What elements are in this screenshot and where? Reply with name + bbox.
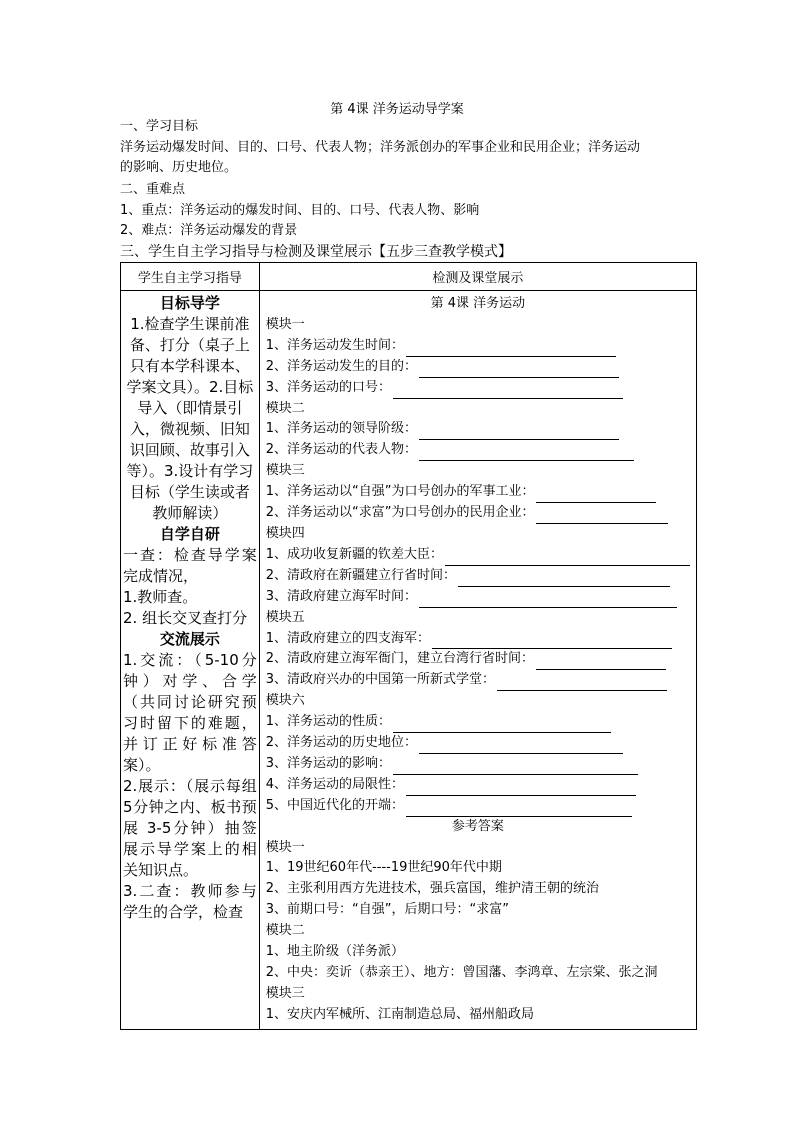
answer-line: 1、安庆内军械所、江南制造总局、福州船政局 [265,1006,534,1022]
question: 2、洋务运动发生的目的： [266,357,690,378]
right-column [259,291,696,1030]
self-study-teacher: 1.教师查。 [123,588,198,606]
question: 1、洋务运动的领导阶级： [266,419,690,440]
self-study-check: 一查：检查导学案完成情况， [123,546,257,585]
answer-blank[interactable] [432,634,672,649]
answer-module-1-label: 模块一 [265,839,305,855]
question: 2、清政府建立海军衙门，建立台湾行省时间： [266,649,690,670]
exchange-text: 1.交流：（5-10分钟）对学、合学（共同讨论研究预习时留下的难题，并订正好标准答案）。 [123,651,257,774]
self-study-leader: 2. 组长交叉查打分 [123,609,248,627]
answer-line: 1、地主阶级（洋务派） [265,944,404,960]
answer-module-3-label: 模块三 [265,985,305,1001]
answer-blank[interactable] [419,739,623,754]
answer-blank[interactable] [393,718,611,733]
answer-line: 2、主张利用西方先进技术，强兵富国，维护清王朝的统治 [265,881,599,897]
question: 1、洋务运动的性质： [266,712,690,733]
answer-line: 2、中央：奕䜣（恭亲王）、地方：曾国藩、李鸿章、左宗棠、张之洞 [265,965,658,980]
answer-module-2-label: 模块二 [265,923,305,939]
module-4-label: 模块四 [265,525,305,541]
header-check-display: 检测及课堂展示 [259,263,696,291]
question: 3、清政府兴办的中国第一所新式学堂： [266,670,690,691]
answer-blank[interactable] [419,425,619,440]
section-heading-key-points: 二、重难点 [120,182,186,197]
goal-line-2: 的影响、历史地位。 [120,160,238,175]
question: 1、清政府建立的四支海军： [266,629,690,650]
answer-blank[interactable] [445,551,690,566]
heading-exchange: 交流展示 [159,630,220,648]
question: 4、洋务运动的局限性： [266,775,690,796]
answer-blank[interactable] [406,781,636,796]
question: 3、洋务运动的口号： [266,378,690,399]
answer-blank[interactable] [406,342,616,357]
key-point-2: 2、难点：洋务运动爆发的背景 [120,223,298,238]
left-column [121,291,260,1030]
module-1-label: 模块一 [265,316,305,332]
goal-guide-text: 1.检查学生课前准备、打分（桌子上只有本学科课本、学案文具）。2.目标导入（即情景引入，微视频、旧知识回顾、故事引入等）。3.设计有学习目标（学生读或者教师解读） [126,315,254,522]
question: 1、成功收复新疆的钦差大臣： [266,545,690,566]
table-header-row [121,263,697,291]
answer-blank[interactable] [536,655,666,670]
question: 1、洋务运动发生时间： [266,336,690,357]
second-check-text: 3.二查：教师参与学生的合学，检查 [123,882,257,921]
section-heading-guidance: 三、学生自主学习指导与检测及课堂展示【五步三查教学模式】 [120,244,512,260]
answer-line: 3、前期口号：“自强”，后期口号：“求富” [265,902,509,918]
question: 2、清政府在新疆建立行省时间： [266,566,690,587]
section-heading-goals: 一、学习目标 [120,119,199,134]
answer-blank[interactable] [497,676,667,691]
lesson-title: 第 4课 洋务运动 [430,296,526,311]
question: 2、洋务运动以“求富”为口号创办的民用企业： [266,503,690,524]
guidance-table [120,262,697,1030]
answer-blank[interactable] [536,488,656,503]
key-point-1: 1、重点：洋务运动的爆发时间、目的、口号、代表人物、影响 [120,203,480,218]
table-body-row [121,291,697,1030]
header-self-study: 学生自主学习指导 [121,263,260,291]
answer-blank[interactable] [419,363,619,378]
answer-blank[interactable] [419,446,634,461]
answer-blank[interactable] [393,384,623,399]
module-3-label: 模块三 [265,463,305,479]
answer-blank[interactable] [393,760,638,775]
answer-line: 1、19世纪60年代----19世纪90年代中期 [265,860,502,876]
heading-self-study: 自学自研 [159,525,220,543]
module-6-label: 模块六 [265,693,305,709]
goal-line-1: 洋务运动爆发时间、目的、口号、代表人物；洋务派创办的军事企业和民用企业；洋务运动 [120,140,641,155]
question: 3、清政府建立海军时间： [266,587,690,608]
page-title: 第 4课 洋务运动导学案 [330,102,464,117]
module-5-label: 模块五 [265,609,305,625]
answer-blank[interactable] [536,509,668,524]
question: 5、中国近代化的开端： [266,796,690,817]
heading-goal-guide: 目标导学 [159,294,220,312]
answer-blank[interactable] [406,802,632,817]
question: 3、洋务运动的影响： [266,754,690,775]
module-2-label: 模块二 [265,400,305,416]
answers-heading: 参考答案 [451,818,504,834]
answer-blank[interactable] [458,572,670,587]
answer-blank[interactable] [419,593,677,608]
display-text: 2.展示：（展示每组5分钟之内、板书预展 3-5分钟）抽签展示导学案上的相关知识点。 [123,777,257,879]
question: 2、洋务运动的代表人物： [266,440,690,461]
question: 1、洋务运动以“自强”为口号创办的军事工业： [266,482,690,503]
question: 2、洋务运动的历史地位： [266,733,690,754]
